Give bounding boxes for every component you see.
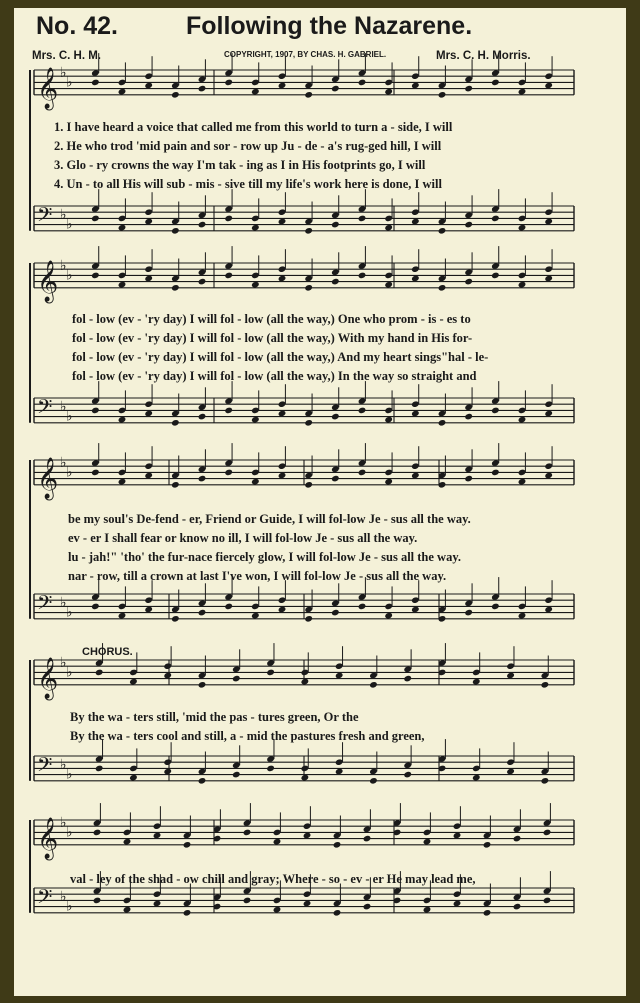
note-head	[464, 85, 473, 93]
note-head	[224, 79, 233, 87]
treble-clef-icon: 𝄞	[37, 457, 59, 499]
note-head	[95, 669, 104, 677]
lyric-line: nar - row, till a crown at last I've won, I will fol-low Je - sus all the way.	[68, 569, 447, 583]
music-credit: Mrs. C. H. Morris.	[436, 50, 531, 62]
note-head	[243, 897, 252, 905]
note-head	[224, 469, 233, 477]
note-head	[171, 419, 180, 427]
note-head	[224, 407, 233, 415]
note-head	[358, 603, 367, 611]
note-head	[541, 681, 550, 689]
note-head	[491, 215, 500, 223]
note-head	[93, 897, 102, 905]
note-head	[171, 227, 180, 235]
note-head	[91, 79, 100, 87]
note-head	[403, 771, 412, 779]
note-head	[369, 681, 378, 689]
note-head	[438, 227, 447, 235]
lyric-line: fol - low (ev - 'ry day) I will fol - low (all the way,) In the way so straight and	[72, 369, 477, 383]
note-head	[198, 413, 207, 421]
flat-icon: ♭	[60, 258, 67, 274]
note-head	[304, 419, 313, 427]
lyric-line: fol - low (ev - 'ry day) I will fol - low (all the way,) With my hand in His for-	[72, 331, 473, 345]
flat-icon: ♭	[66, 664, 73, 681]
bass-clef-icon: 𝄢	[37, 591, 53, 619]
note-head	[304, 615, 313, 623]
flat-icon: ♭	[66, 74, 73, 91]
note-head	[91, 215, 100, 223]
note-head	[483, 909, 492, 917]
note-head	[304, 481, 313, 489]
flat-icon: ♭	[66, 766, 73, 783]
music-notation	[14, 8, 626, 996]
note-head	[333, 909, 342, 917]
note-head	[183, 909, 192, 917]
chorus-label: CHORUS.	[82, 646, 133, 658]
bass-clef-icon: 𝄢	[37, 753, 53, 781]
flat-icon: ♭	[60, 455, 67, 471]
note-head	[438, 91, 447, 99]
note-head	[91, 603, 100, 611]
treble-clef-icon: 𝄞	[37, 260, 59, 302]
note-head	[543, 897, 552, 905]
flat-icon: ♭	[60, 595, 67, 612]
note-head	[91, 407, 100, 415]
flat-icon: ♭	[60, 207, 67, 224]
note-head	[243, 829, 252, 837]
note-head	[358, 272, 367, 280]
note-head	[491, 469, 500, 477]
note-head	[543, 829, 552, 837]
treble-clef-icon: 𝄞	[37, 67, 59, 109]
note-head	[491, 603, 500, 611]
note-head	[464, 475, 473, 483]
lyric-line: fol - low (ev - 'ry day) I will fol - low (all the way,) One who prom - is - es to	[72, 312, 471, 326]
note-head	[363, 903, 372, 911]
note-head	[403, 675, 412, 683]
note-head	[358, 79, 367, 87]
note-head	[331, 413, 340, 421]
note-head	[198, 221, 207, 229]
note-head	[331, 609, 340, 617]
note-head	[232, 771, 241, 779]
lyric-line: 3. Glo - ry crowns the way I'm tak - ing as I in His footprints go, I will	[54, 158, 426, 172]
treble-clef-icon: 𝄞	[37, 657, 59, 699]
lyric-line: By the wa - ters still, 'mid the pas - tures green, Or the	[70, 710, 359, 724]
lyric-line: lu - jah!" 'tho' the fur-nace fiercely glow, I will fol-low Je - sus all the way.	[68, 550, 462, 564]
lyric-line: val - ley of the shad - ow chill and gray; Where - so - ev - er He may lead me,	[70, 872, 476, 886]
note-head	[331, 85, 340, 93]
note-head	[198, 609, 207, 617]
note-head	[198, 681, 207, 689]
note-head	[266, 669, 275, 677]
lyric-line: fol - low (ev - 'ry day) I will fol - low (all the way,) And my heart sings"hal - le-	[72, 350, 489, 364]
flat-icon: ♭	[60, 757, 67, 774]
hymn-page	[14, 8, 626, 996]
note-head	[491, 79, 500, 87]
note-head	[171, 91, 180, 99]
treble-clef-icon: 𝄞	[37, 817, 59, 859]
lyric-line: By the wa - ters cool and still, a - mid the pastures fresh and green,	[70, 729, 425, 743]
note-head	[91, 469, 100, 477]
note-head	[304, 227, 313, 235]
flat-icon: ♭	[66, 267, 73, 284]
note-head	[331, 475, 340, 483]
note-head	[358, 407, 367, 415]
flat-icon: ♭	[66, 216, 73, 233]
note-head	[464, 221, 473, 229]
note-head	[198, 777, 207, 785]
flat-icon: ♭	[60, 399, 67, 416]
lyric-line: be my soul's De-fend - er, Friend or Guide, I will fol-low Je - sus all the way.	[68, 512, 471, 526]
note-head	[358, 215, 367, 223]
note-head	[491, 272, 500, 280]
note-head	[266, 765, 275, 773]
note-head	[171, 615, 180, 623]
note-head	[491, 407, 500, 415]
note-head	[331, 278, 340, 286]
flat-icon: ♭	[66, 408, 73, 425]
note-head	[464, 278, 473, 286]
copyright-notice: COPYRIGHT, 1907, BY CHAS. H. GABRIEL.	[224, 50, 387, 59]
note-head	[224, 603, 233, 611]
note-head	[198, 85, 207, 93]
note-head	[171, 481, 180, 489]
flat-icon: ♭	[60, 889, 67, 906]
flat-icon: ♭	[60, 65, 67, 81]
note-head	[363, 835, 372, 843]
hymn-title: Following the Nazarene.	[186, 12, 473, 40]
note-head	[95, 765, 104, 773]
note-head	[438, 284, 447, 292]
flat-icon: ♭	[66, 824, 73, 841]
note-head	[331, 221, 340, 229]
note-head	[183, 841, 192, 849]
note-head	[224, 272, 233, 280]
note-head	[369, 777, 378, 785]
bass-clef-icon: 𝄢	[37, 203, 53, 231]
note-head	[513, 903, 522, 911]
lyric-line: ev - er I shall fear or know no ill, I will fol-low Je - sus all the way.	[68, 531, 418, 545]
note-head	[91, 272, 100, 280]
note-head	[198, 475, 207, 483]
note-head	[464, 413, 473, 421]
bass-clef-icon: 𝄢	[37, 885, 53, 913]
note-head	[513, 835, 522, 843]
note-head	[358, 469, 367, 477]
flat-icon: ♭	[66, 604, 73, 621]
note-head	[483, 841, 492, 849]
lyric-line: 1. I have heard a voice that called me from this world to turn a - side, I will	[54, 120, 453, 134]
note-head	[333, 841, 342, 849]
bass-clef-icon: 𝄢	[37, 395, 53, 423]
note-head	[464, 609, 473, 617]
note-head	[541, 777, 550, 785]
lyric-line: 4. Un - to all His will sub - mis - sive till my life's work here is done, I will	[54, 177, 442, 191]
note-head	[224, 215, 233, 223]
flat-icon: ♭	[60, 655, 67, 671]
note-head	[304, 91, 313, 99]
note-head	[198, 278, 207, 286]
lyric-line: 2. He who trod 'mid pain and sor - row up Ju - de - a's rug-ged hill, I will	[54, 139, 442, 153]
flat-icon: ♭	[66, 464, 73, 481]
hymn-number: No. 42.	[36, 12, 118, 40]
note-head	[304, 284, 313, 292]
words-credit: Mrs. C. H. M.	[32, 50, 102, 62]
note-head	[438, 419, 447, 427]
flat-icon: ♭	[60, 815, 67, 831]
note-head	[93, 829, 102, 837]
flat-icon: ♭	[66, 898, 73, 915]
note-head	[232, 675, 241, 683]
note-head	[171, 284, 180, 292]
